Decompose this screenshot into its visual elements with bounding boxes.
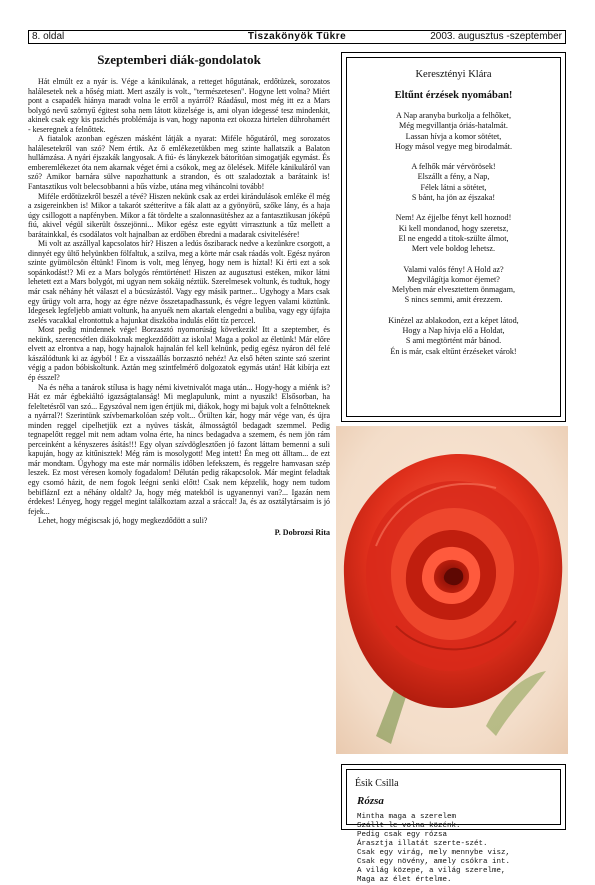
poem2-line: Árasztja illatát szerte-szét. bbox=[357, 840, 488, 848]
poem2-inner-frame bbox=[346, 769, 561, 884]
poem-line: Félek látni a sötétet, bbox=[420, 182, 487, 192]
poem-line: Elszállt a fény, a Nap, bbox=[417, 172, 490, 182]
poem-line: Ki kell mondanod, hogy szeretsz, bbox=[398, 223, 509, 233]
poem-line: Melyben már elvesztettem önmagam, bbox=[391, 285, 516, 295]
poem-line: Mert vele boldog lehetsz. bbox=[411, 244, 496, 254]
article-paragraph: Miféle erdőtüzekről beszél a tévé? Hiszen nekünk csak az erdei kirándulások emléke él még a zsigereinkben is! Mikor a takarót szétterítve a fák alatt az a gyönyörű, szőke lány, és a haja úgy csillogott a napfényben. Mikor a fát tördelte a szalonnasütéshez az a fantasztikusan jóképű fiú, akivel végül sikerült összejönni... Mikor egész este együtt virrasztunk a tűz mellett a barátainkkal, és csodálatos volt hajnalban az erdőben ébredni a madarak csivitelésére! bbox=[28, 191, 330, 239]
poem-stanza bbox=[347, 265, 560, 306]
poem-line: S nincs semmi, amit érezzem. bbox=[404, 295, 503, 305]
poem-line: Valami valós fény! A Hold az? bbox=[403, 264, 504, 274]
poem2-title: Rózsa bbox=[357, 795, 384, 807]
poem-line: S bánt, ha jön az éjszaka! bbox=[411, 193, 496, 203]
article-paragraph: A fiatalok azonban egészen másként látják a nyarat: Miféle hőgutáról, meg sorozatos halálesetekről van szó? Nem értik. Az ő emlékezetükben meg szinte hallatszik a Balaton hullámzása. A nyári éjszakák langyosak. A fiú- és lánykezek bátorítóan simogatják egymást. És emberemlékezet óta nem akarnak véget érni a csókok, meg az ölelések. Miféle kánikuláról van szó? Amikor barnára sülve napozhattunk a strandon, és ott szaladoztak a barátaink is! Fantasztikus volt belecsobbanni a hűs vízbe, utána meg viháncolni tovább! bbox=[28, 134, 330, 192]
article-paragraph: Na és néha a tanárok stílusa is hagy némi kivetnivalót maga után... Hogy-hogy a miénk is? Hát ez már égbekiáltó igazságtalanság! Mi meglapulunk, mint a nyuszik! Elsősorban, ha feleltetésről van szó... Egyszóval nem igen értjük mi, diákok, hogy mi bajuk volt a felnőtteknek a nyárral?! Szerintünk szívbemarkolóan szép volt... Őrülten kár, hogy már vége van, és újra minden reggel cipelhetjük ezt a nyüves táskát, álmosságtól bedagadt szemmel. Pedig tegnapelőtt reggel mit nem adtam volna érte, ha nincs bedagadva a szemem, és nem jön rám perceinként a kényszeres ásítás!!! Egy olyan szívdöglesztően jó fazont láttam bemenni a suli kapuján, hogy az kitűnisztek! Még rám is mosolygott! Meg intett! Én meg ott álltam... de ezt már mondtam. Úgyhogy ma este már normális időben lefekszem, és reggelre hamvasan szép leszek. Ez most véresen komoly fogadalom! Délután pedig rákapcsolok. Már megint feladtak egy csomó házit, de nem fogok leégni senki előtt! Csak nem képzelik, hogy nem tudom bebifláznI ezt a néhány oldalt? Ja, hogy még matekból is ugyanennyi van?... Igazán nem érdekes! Lényeg, hogy reggel megint találkoztam azzal a sráccal! Ja, és az osztálytársaim is jó fejek... bbox=[28, 382, 330, 516]
poem2-line: Csak egy növény, amely csókra int. bbox=[357, 858, 511, 866]
poem-box bbox=[341, 52, 566, 422]
rose-illustration bbox=[336, 426, 568, 754]
poem-line: El ne engedd a titok-szülte álmot, bbox=[398, 233, 509, 243]
poem-line: Nem! Az éjjelbe fényt kell hoznod! bbox=[395, 213, 512, 223]
poem-stanza bbox=[347, 162, 560, 203]
page-header bbox=[28, 30, 566, 44]
article-paragraph: Hát elmúlt ez a nyár is. Vége a kánikulának, a retteget hőgutának, erdőtüzek, sorozatos halálesetek nek a hőség miatt. Mert aszály is volt., "természetesen". Hogyne lett volna? Miért pont a csapadék hiánya maradt volna le erről a nyárról? Ráadásul, most még itt ez a Mars bolygó nevű szörnyű égitest soha nem látott közelsége is, ami olyan idegessé tesz mindenkit, akinek csak egy kis pszichés problémája is van, hogy naponta ezt okozza hirtelen dührohamért - keseregnek a felnőttek. bbox=[28, 77, 330, 134]
issue-date: 2003. augusztus -szeptember bbox=[430, 31, 562, 42]
poem-line: Lassan hívja a komor sötétet, bbox=[405, 131, 502, 141]
poem-line: S ami megtörtént már bánod. bbox=[405, 336, 502, 346]
rose-image bbox=[336, 426, 568, 754]
publication-name: Tiszakönyök Tükre bbox=[247, 31, 347, 42]
article-title: Szeptemberi diák-gondolatok bbox=[97, 52, 261, 67]
article-column bbox=[28, 52, 330, 822]
page-number: 8. oldal bbox=[32, 31, 65, 42]
article-paragraph: Most pedig mindennek vége! Borzasztó nyomorúság következik! Itt a szeptember, és nekünk, szerencsétlen diákoknak megkezdődött az iskola! Maga a pokol az életünk! Már előre elvett az elrontva a nap, hogy hajnalok hajnalán fel kell kelnünk, pedig egész nyáron dél felé kászálódtunk ki az ágyból ! Ez a visszaállás borzasztó nehéz! Az első héten szinte szó szerint végig a padon bóbiskoltunk. Aztán meg szintfelmérő dolgozatok egymás után! Hát kibírja ezt ép ésszel? bbox=[28, 325, 330, 382]
article-paragraph: Mi volt az aszállyal kapcsolatos hír? Hiszen a ledús őszibarack nedve a kezünkre csorgott, a dinnyét egy ültő helyünkben fölfaltuk, a szilva, meg a körte már csak ráadás volt. Egész nyáron szinte gyümölcsön éltünk! Finom is volt, meg lényeg, hogy nem is híztal! Ki érti ezt a sok sopánkodást!? Mi ez a Mars bolygós rémtörténet! Hiszen az augusztusi estéken, mikor látni lehetett ezt a Mars bolygót, mi ugyan nem sokáig néztük. Szerelmesek voltunk, és tudtuk, hogy már csak néhány hét választ el a búcsúzástól. Vagy egy másik partner... Ugyhogy a Mars csak egy űrügy volt arra, hogy az égre nézve összetapadhassunk, és végre legyen valami köztünk. Idegesek legfeljebb amiatt voltunk, ha anyuék nem akartak elengedni a buliba, vagy egy újfajta zselés vacakkal elrontottuk a hajunkat diszkóba indulás előtt tíz perccel. bbox=[28, 239, 330, 325]
poem2-line: Szállt le volna közénk. bbox=[357, 822, 461, 830]
article-author: P. Dobrozsi Rita bbox=[274, 527, 330, 537]
article-paragraph: Lehet, hogy mégiscsak jó, hogy megkezdődött a suli? bbox=[38, 516, 208, 526]
poem-inner-frame bbox=[346, 57, 561, 417]
poem2-line: A világ közepe, a világ szerelme, bbox=[357, 867, 506, 875]
poem-line: Kinézel az ablakodon, ezt a képet látod, bbox=[388, 315, 519, 325]
poem-line: Megvilágítja komor éjemet? bbox=[407, 274, 500, 284]
poem-stanza bbox=[347, 111, 560, 152]
poem-line: Hogy másol vegye meg birodalmát. bbox=[394, 141, 513, 151]
poem2-author: Ésik Csilla bbox=[355, 778, 399, 789]
poem2-line: Pedig csak egy rózsa bbox=[357, 831, 448, 839]
poem-line: Hogy a Nap hívja elő a Holdat, bbox=[402, 326, 505, 336]
poem-author: Keresztényi Klára bbox=[415, 69, 492, 80]
poem-title: Eltűnt érzések nyomában! bbox=[394, 90, 513, 101]
poem2-body bbox=[357, 813, 560, 885]
poem-line: A Nap aranyba burkolja a felhőket, bbox=[395, 111, 512, 120]
article-body bbox=[28, 77, 330, 526]
poem-line: Én is már, csak eltűnt érzéseket várok! bbox=[390, 346, 517, 356]
poem2-line: Maga az élet értelme. bbox=[357, 876, 452, 884]
poem-line: A felhők már vérvörösek! bbox=[411, 162, 496, 172]
poem-stanza bbox=[347, 316, 560, 357]
poem2-line: Mintha maga a szerelem bbox=[357, 813, 457, 821]
poem-line: Még megvillantja óriás-hatalmát. bbox=[399, 121, 508, 131]
poem2-box bbox=[341, 764, 566, 884]
poem2-line: Csak egy virág, mely mennybe visz, bbox=[357, 849, 511, 857]
poem-stanza bbox=[347, 213, 560, 254]
